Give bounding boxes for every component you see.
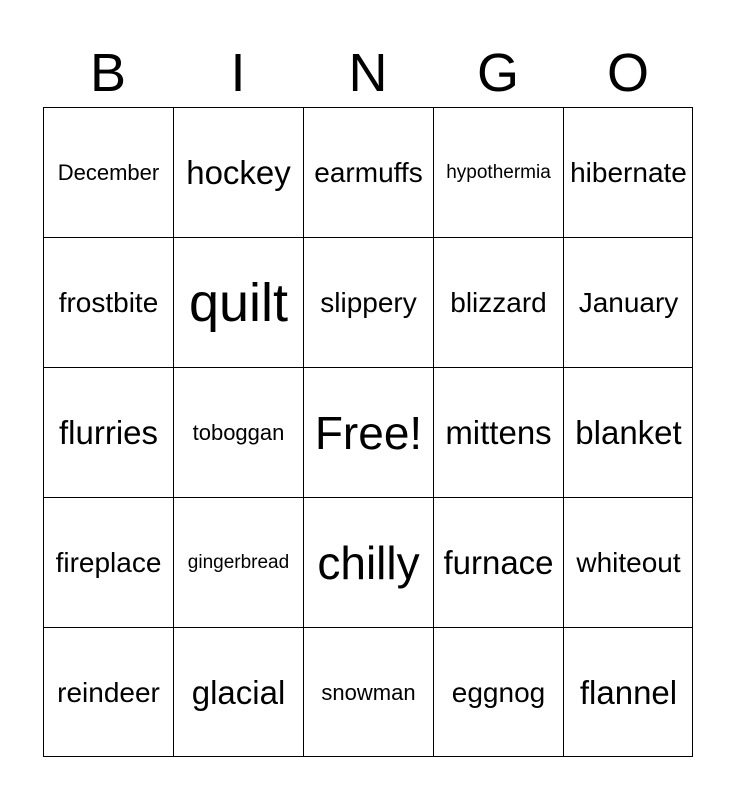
bingo-cell[interactable]: fireplace [43, 497, 173, 627]
bingo-cell[interactable]: blanket [563, 367, 693, 497]
bingo-cell[interactable]: hypothermia [433, 107, 563, 237]
bingo-cell[interactable]: eggnog [433, 627, 563, 757]
bingo-cell[interactable]: January [563, 237, 693, 367]
bingo-cell[interactable]: mittens [433, 367, 563, 497]
header-letter-g: G [476, 43, 519, 103]
bingo-cell[interactable]: glacial [173, 627, 303, 757]
bingo-cell[interactable]: furnace [433, 497, 563, 627]
bingo-cell[interactable]: frostbite [43, 237, 173, 367]
bingo-cell[interactable]: reindeer [43, 627, 173, 757]
bingo-cell[interactable]: December [43, 107, 173, 237]
header-letter-o: O [606, 43, 649, 103]
bingo-cell[interactable]: flurries [43, 367, 173, 497]
bingo-cell[interactable]: toboggan [173, 367, 303, 497]
bingo-cell[interactable]: flannel [563, 627, 693, 757]
bingo-cell[interactable]: whiteout [563, 497, 693, 627]
bingo-cell[interactable]: quilt [173, 237, 303, 367]
free-space-cell[interactable]: Free! [303, 367, 433, 497]
bingo-cell[interactable]: blizzard [433, 237, 563, 367]
bingo-cell[interactable]: hockey [173, 107, 303, 237]
header-letter-n: N [348, 43, 388, 103]
header-letter-i: I [230, 43, 246, 103]
bingo-cell[interactable]: slippery [303, 237, 433, 367]
bingo-board [43, 107, 693, 757]
bingo-cell[interactable]: gingerbread [173, 497, 303, 627]
bingo-cell[interactable]: snowman [303, 627, 433, 757]
bingo-cell[interactable]: earmuffs [303, 107, 433, 237]
bingo-header [43, 40, 693, 106]
bingo-cell[interactable]: hibernate [563, 107, 693, 237]
bingo-cell[interactable]: chilly [303, 497, 433, 627]
header-letter-b: B [89, 43, 127, 103]
